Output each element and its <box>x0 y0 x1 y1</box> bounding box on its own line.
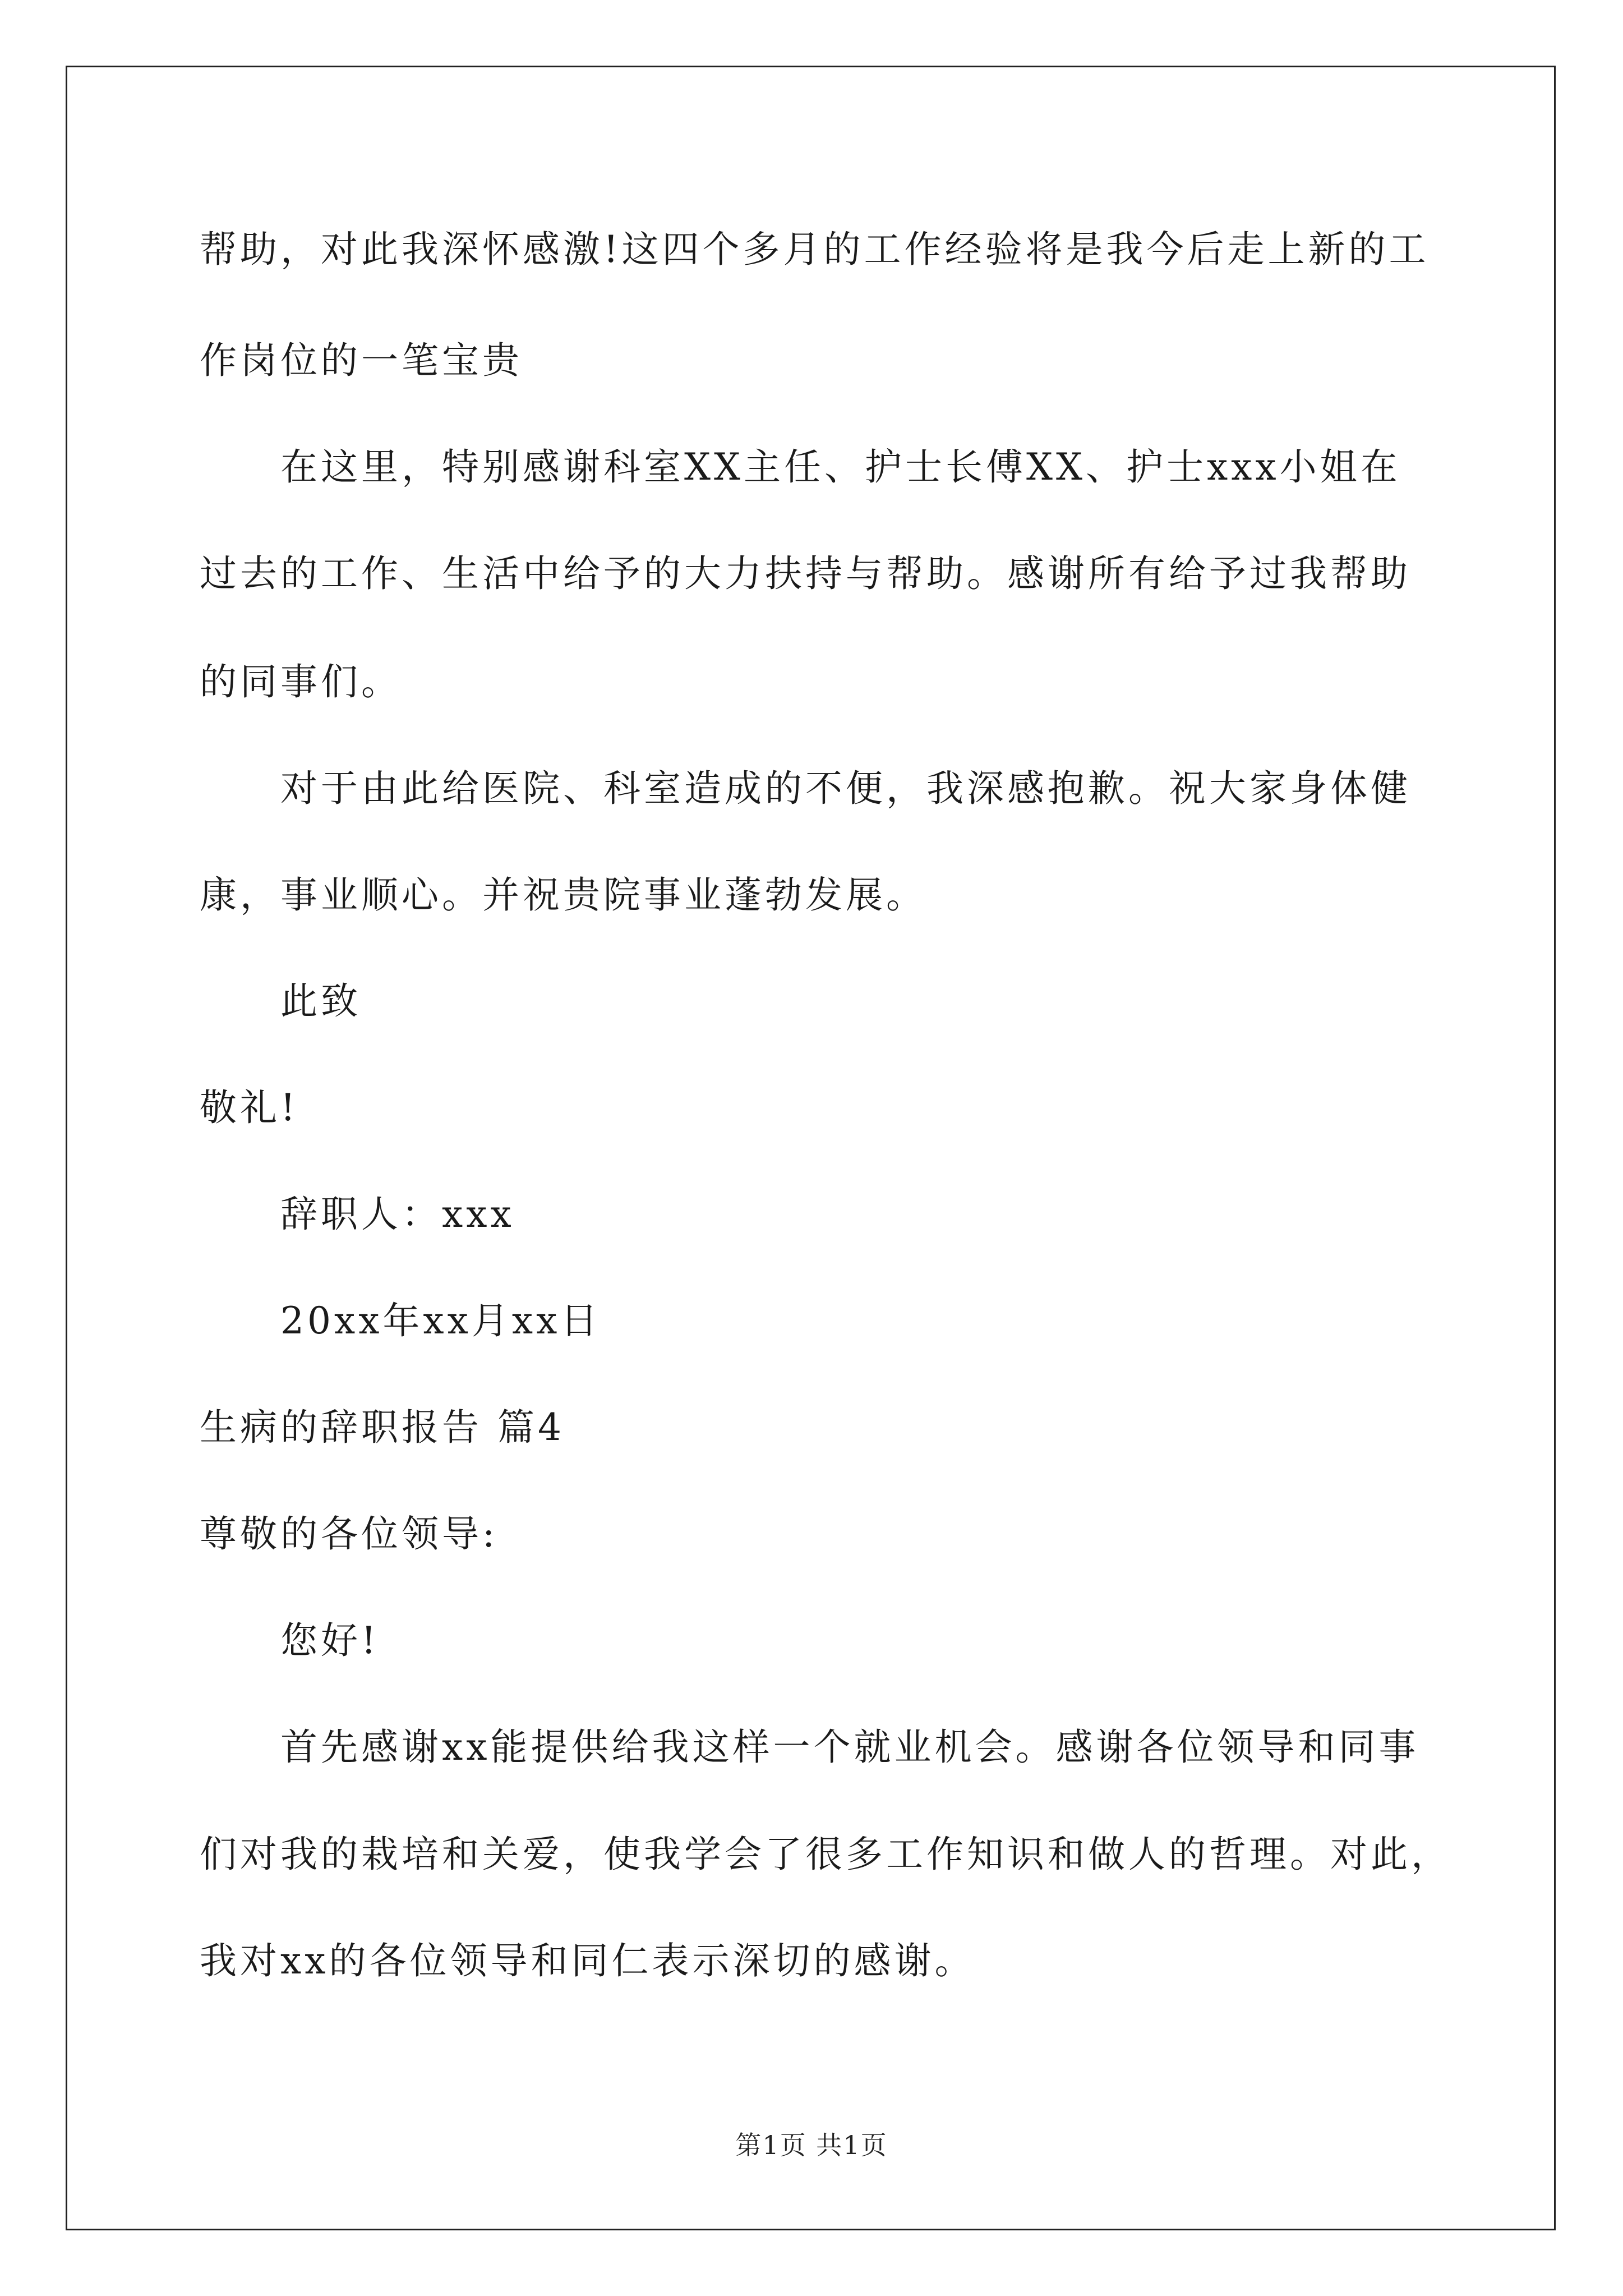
body-line-9: 们对我的栽培和关爱，使我学会了很多工作知识和做人的哲理。对此， <box>200 1833 1451 1876</box>
body-line-5: 的同事们。 <box>200 660 402 703</box>
body-line-1: 帮助，对此我深怀感激!这四个多月的工作经验将是我今后走上新的工 <box>200 228 1430 271</box>
body-line-6: 对于由此给医院、科室造成的不便，我深感抱歉。祝大家身体健 <box>280 767 1411 810</box>
greeting-line: 尊敬的各位领导: <box>200 1512 499 1556</box>
salutation-line: 敬礼! <box>200 1086 299 1129</box>
signatory-line: 辞职人：xxx <box>280 1193 515 1236</box>
body-line-3: 在这里，特别感谢科室XX主任、护士长傅XX、护士xxx小姐在 <box>280 445 1401 489</box>
body-line-8: 首先感谢xx能提供给我这样一个就业机会。感谢各位领导和同事 <box>280 1726 1419 1769</box>
page-border <box>66 66 1556 2230</box>
body-line-4: 过去的工作、生活中给予的大力扶持与帮助。感谢所有给予过我帮助 <box>200 552 1411 595</box>
date-line: 20xx年xx月xx日 <box>280 1299 601 1342</box>
body-line-2: 作岗位的一笔宝贵 <box>200 339 523 382</box>
closing-line: 此致 <box>280 979 361 1023</box>
body-line-7: 康，事业顺心。并祝贵院事业蓬勃发展。 <box>200 873 926 917</box>
hello-line: 您好! <box>280 1619 380 1662</box>
body-line-10: 我对xx的各位领导和同仁表示深切的感谢。 <box>200 1939 975 1982</box>
page-footer: 第1页 共1页 <box>735 2130 888 2160</box>
section-heading: 生病的辞职报告 篇4 <box>200 1406 565 1449</box>
